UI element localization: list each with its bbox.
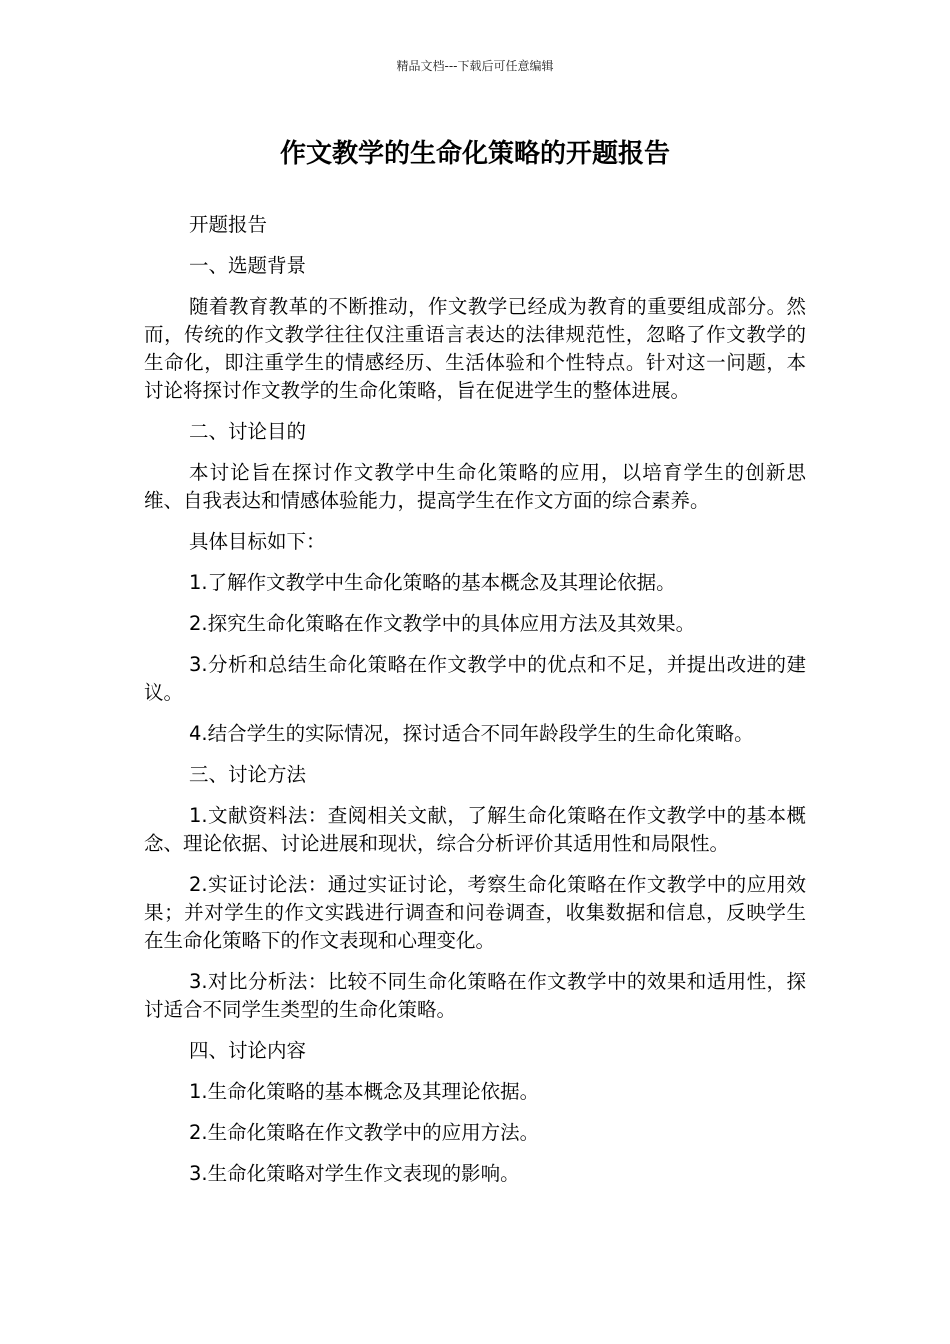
list-item: 2.实证讨论法：通过实证讨论，考察生命化策略在作文教学中的应用效果；并对学生的作文实践进行调查和问卷调查，收集数据和信息，反映学生在生命化策略下的作文表现和心理变化。 [144, 873, 806, 952]
list-item: 1.文献资料法：查阅相关文献，了解生命化策略在作文教学中的基本概念、理论依据、讨论进展和现状，综合分析评价其适用性和局限性。 [144, 804, 806, 855]
list-item: 2.生命化策略在作文教学中的应用方法。 [189, 1121, 540, 1144]
section-heading: 四、讨论内容 [189, 1039, 307, 1062]
document-title: 作文教学的生命化策略的开题报告 [279, 139, 670, 169]
section-heading: 一、选题背景 [189, 254, 307, 277]
list-item: 1.生命化策略的基本概念及其理论依据。 [189, 1080, 540, 1103]
paragraph: 具体目标如下： [189, 530, 326, 553]
list-item: 2.探究生命化策略在作文教学中的具体应用方法及其效果。 [189, 612, 696, 635]
list-item: 3.分析和总结生命化策略在作文教学中的优点和不足，并提出改进的建议。 [144, 653, 806, 704]
page-header: 精品文档---下载后可任意编辑 [396, 59, 554, 73]
list-item: 3.生命化策略对学生作文表现的影响。 [189, 1162, 520, 1185]
list-item: 4.结合学生的实际情况，探讨适合不同年龄段学生的生命化策略。 [189, 722, 754, 745]
paragraph: 随着教育教革的不断推动，作文教学已经成为教育的重要组成部分。然而，传统的作文教学往往仅注重语言表达的法律规范性，忽略了作文教学的生命化，即注重学生的情感经历、生活体验和个性特点。针对这一问题，本讨论将探讨作文教学的生命化策略，旨在促进学生的整体进展。 [144, 295, 806, 402]
section-heading: 三、讨论方法 [189, 763, 307, 786]
section-heading: 二、讨论目的 [189, 420, 307, 443]
paragraph: 本讨论旨在探讨作文教学中生命化策略的应用，以培育学生的创新思维、自我表达和情感体验能力，提高学生在作文方面的综合素养。 [144, 461, 806, 512]
document-body [144, 211, 806, 1201]
paragraph: 开题报告 [189, 213, 268, 236]
list-item: 3.对比分析法：比较不同生命化策略在作文教学中的效果和适用性，探讨适合不同学生类型的生命化策略。 [144, 970, 806, 1021]
list-item: 1.了解作文教学中生命化策略的基本概念及其理论依据。 [189, 571, 676, 594]
